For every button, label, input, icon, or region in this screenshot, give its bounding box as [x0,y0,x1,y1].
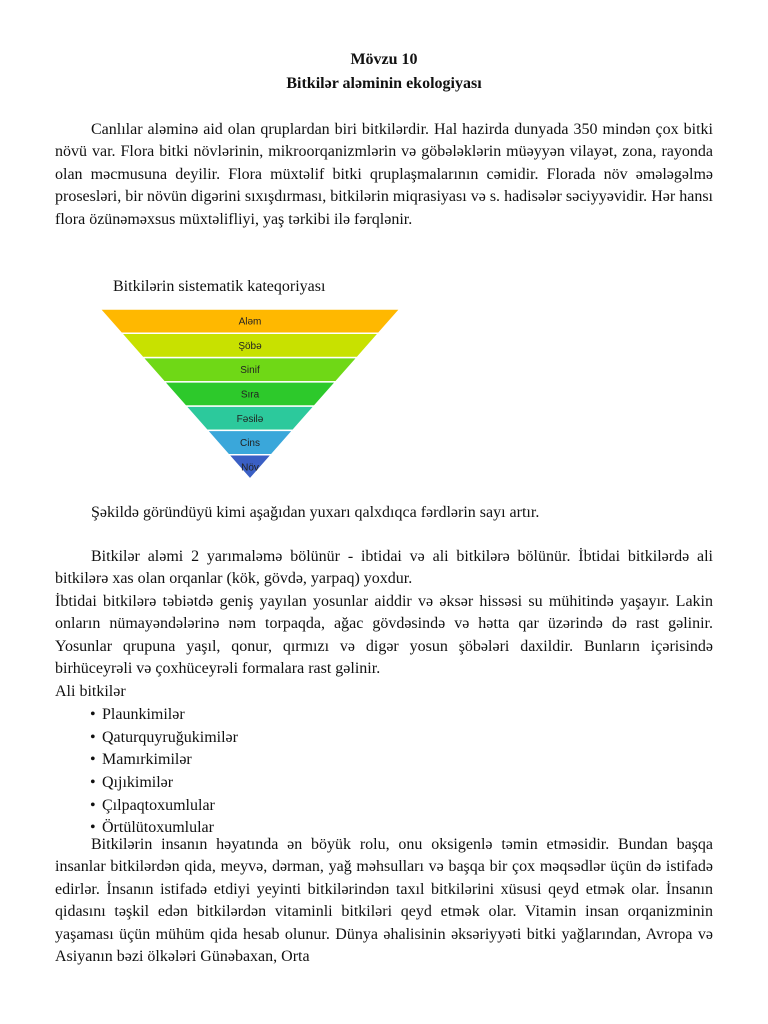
list-item-label: Qıjıkimilər [102,774,174,792]
pyramid-label-3: Sinif [240,365,260,377]
figure-caption: Bitkilərin sistematik kateqoriyası [113,278,326,295]
bullet-icon: • [90,774,96,792]
paragraph-group-2 [55,546,713,680]
ali-bitkiler-list [90,704,238,840]
paragraph-3: Bitkilərin insanın həyatında ən böyük rolu, onu oksigenlə təmin etməsidir. Bundan başqa insanlar bitkilərdən qida, meyvə, dərman, yağ məhsulları və başqa bir çox məqsədlər üçün də istifadə edirlər. İnsanın istifadə etdiyi yeyinti bitkilərindən taxıl bitkilərini xüsusi qeyd etmək olar. İnsanın qidasını təşkil edən bitkilərdən vitaminli bitkiləri qeyd etmək olar. Vitamin insan orqanizminin yaşaması üçün mühüm qida hesab olunur. Dünya əhalisinin əksəriyyəti bitki yağlarından, Avropa və Asiyanın bəzi ölkələri Günəbaxan, Orta [55,836,713,966]
list-item-label: Mamırkimilər [102,751,192,769]
bullet-icon: • [90,751,96,769]
ali-bitkiler-heading: Ali bitkilər [55,683,126,700]
bullet-icon: • [90,706,96,723]
intro-paragraph: Canlılar aləminə aid olan qruplardan biri bitkilərdir. Hal hazirda dunyada 350 mindən çox bitki növü var. Flora bitki növlərinin, mikroorqanizmlərin və göbələklərin müəyyən vilayət, zona, rayonda olan məcmusuna deyilir. Flora müxtəlif bitki qruplaşmalarının cəmidir. Florada növ əmələgəlmə prosesləri, bir növün digərini sıxışdırması, bitkilərin miqrasiyası və s. hadisələr səciyyəvidir. Hər hansı flora özünəməxsus müxtəlifliyi, yaş tərkibi ilə fərqlənir. [55,121,713,228]
list-item [90,727,238,750]
observation-paragraph: Şəkildə göründüyü kimi aşağıdan yuxarı qalxdıqca fərdlərin sayı artır. [91,504,540,521]
list-item [90,795,238,818]
pyramid-label-2: Şöbə [238,340,262,352]
list-item [90,749,238,772]
list-item [90,772,238,795]
pyramid-label-1: Aləm [238,316,262,328]
pyramid-label-6: Cins [239,438,261,450]
bullet-icon: • [90,728,96,746]
bullet-icon: • [90,796,96,814]
page-title: Mövzu 10 [350,51,418,68]
paragraph-2: Bitkilər aləmi 2 yarımaləmə bölünür - ibtidai və ali bitkilərə bölünür. İbtidai bitkilərdə ali bitkilərə xas olan orqanlar (kök, gövdə, yarpaq) yoxdur. [55,548,713,588]
pyramid-label-7: Növ [241,462,259,474]
taxonomy-pyramid-figure [100,309,400,479]
list-item-label: Qaturquyruğukimilər [102,728,238,746]
list-item-label: Çılpaqtoxumlular [102,796,215,814]
list-item [90,704,238,727]
pyramid-label-4: Sıra [240,389,260,401]
pyramid-label-5: Fəsilə [236,413,264,425]
list-item-label: Örtülütoxumlular [102,819,214,837]
paragraph-2b: İbtidai bitkilərə təbiətdə geniş yayılan yosunlar aiddir və əksər hissəsi su mühitində yaşayır. Lakin onların nümayəndələrinə nəm torpaqda, ağac gövdəsində və hətta qar üzərində də rast gəlinir. Yosunlar qrupuna yaşıl, qonur, qırmızı və digər yosun şöbələri daxildir. Bunların içərisində birhüceyrəli və çoxhüceyrəli formalara rast gəlinir. [55,592,713,678]
list-item-label: Plaunkimilər [102,706,185,723]
page-subtitle: Bitkilər aləminin ekologiyası [286,75,482,92]
bullet-icon: • [90,819,96,837]
